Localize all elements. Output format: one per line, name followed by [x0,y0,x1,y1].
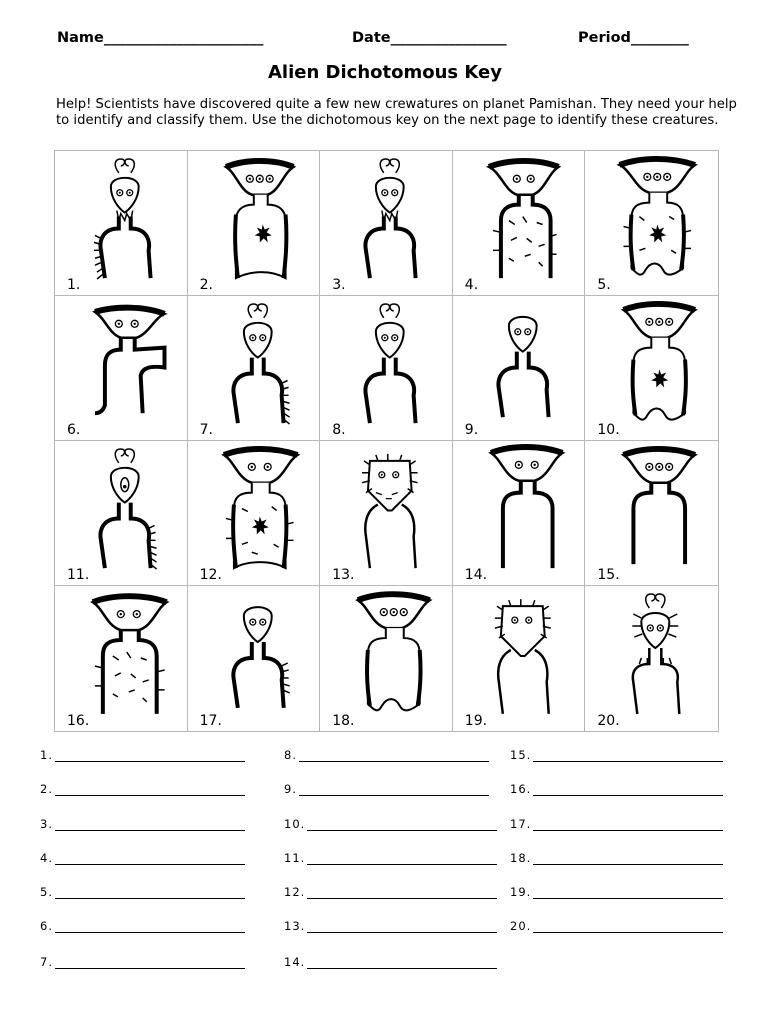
creature-drawing [585,296,718,440]
creature-cell [55,151,188,296]
creature-number: 17. [199,713,222,729]
creature-drawing [320,441,452,585]
answer-number: 17. [510,817,532,831]
creature-drawing [188,296,320,440]
creature-number: 4. [464,277,479,293]
answer-line[interactable] [284,851,497,865]
creature-cell [320,296,453,441]
creature-cell [188,296,321,441]
creature-drawing [188,441,320,585]
intro-paragraph: Help! Scientists have discovered quite a few new crewatures on planet Pamishan. They need your help to identify and classify them. Use the dichotomous key on the next page to identify these creatures. [56,97,737,128]
answer-number: 6. [40,919,53,933]
creature-cell [55,586,188,731]
answer-line[interactable] [284,919,497,933]
answer-number: 8. [284,748,297,762]
creature-number: 13. [332,567,355,583]
creature-drawing [453,296,585,440]
creature-number: 12. [199,567,222,583]
answer-number: 11. [284,851,306,865]
creature-grid [54,150,719,732]
creature-drawing [585,151,718,295]
answer-line[interactable] [40,782,245,796]
creature-cell [188,586,321,731]
creature-drawing [55,151,187,295]
creature-cell [585,586,718,731]
creature-number: 18. [332,713,355,729]
creature-number: 6. [67,422,81,438]
answer-line[interactable] [40,817,245,831]
creature-cell [453,296,586,441]
answer-number: 1. [40,748,53,762]
creature-number: 14. [464,567,488,583]
answer-line[interactable] [40,919,245,933]
answer-line[interactable] [510,782,723,796]
creature-number: 20. [597,713,620,729]
creature-cell [453,586,586,731]
creature-cell [320,151,453,296]
creature-cell [55,441,188,586]
answer-number: 13. [284,919,306,933]
creature-drawing [320,296,452,440]
creature-cell [320,586,453,731]
creature-cell [585,151,718,296]
answer-number: 14. [284,955,306,969]
answer-number: 12. [284,885,306,899]
creature-number: 15. [597,567,620,583]
creature-number: 11. [67,567,90,583]
answer-number: 7. [40,955,53,969]
creature-drawing [453,586,585,731]
creature-cell [453,441,586,586]
creature-drawing [320,151,452,295]
creature-drawing [453,441,585,585]
creature-number: 7. [199,422,213,438]
creature-cell [188,441,321,586]
answer-number: 9. [284,782,297,796]
answer-line[interactable] [284,955,497,969]
creature-drawing [55,586,187,731]
answer-number: 15. [510,748,532,762]
answer-number: 2. [40,782,53,796]
creature-cell [585,296,718,441]
creature-number: 3. [332,277,346,293]
date-field[interactable]: Date________________ [352,30,507,46]
answer-line[interactable] [510,851,723,865]
answer-number: 4. [40,851,53,865]
creature-cell [585,441,718,586]
answer-number: 18. [510,851,532,865]
creature-number: 9. [464,422,479,438]
creature-number: 16. [67,713,90,729]
creature-number: 2. [199,277,213,293]
answer-line[interactable] [40,851,245,865]
creature-number: 5. [597,277,611,293]
creature-drawing [453,151,585,295]
name-field[interactable]: Name______________________ [57,30,264,46]
creature-drawing [188,586,320,731]
creature-drawing [188,151,320,295]
creature-cell [55,296,188,441]
creature-number: 8. [332,422,346,438]
creature-cell [453,151,586,296]
creature-drawing [585,586,718,731]
answer-number: 16. [510,782,532,796]
answer-number: 10. [284,817,306,831]
answer-line[interactable] [284,817,497,831]
answer-line[interactable] [284,748,489,762]
period-field[interactable]: Period________ [578,30,689,46]
answer-number: 20. [510,919,532,933]
answer-number: 19. [510,885,532,899]
answer-line[interactable] [284,885,497,899]
creature-number: 19. [464,713,488,729]
creature-drawing [55,441,187,585]
answer-line[interactable] [284,782,489,796]
creature-drawing [55,296,187,440]
answer-number: 5. [40,885,53,899]
creature-drawing [320,586,452,731]
creature-cell [188,151,321,296]
creature-cell [320,441,453,586]
answer-line[interactable] [40,885,245,899]
answer-line[interactable] [40,748,245,762]
answer-line[interactable] [510,817,723,831]
answer-line[interactable] [510,919,723,933]
answer-line[interactable] [510,885,723,899]
creature-number: 1. [67,277,81,293]
creature-drawing [585,441,718,585]
page-title: Alien Dichotomous Key [268,62,502,83]
answer-line[interactable] [510,748,723,762]
creature-number: 10. [597,422,620,438]
answer-line[interactable] [40,955,245,969]
answer-number: 3. [40,817,53,831]
